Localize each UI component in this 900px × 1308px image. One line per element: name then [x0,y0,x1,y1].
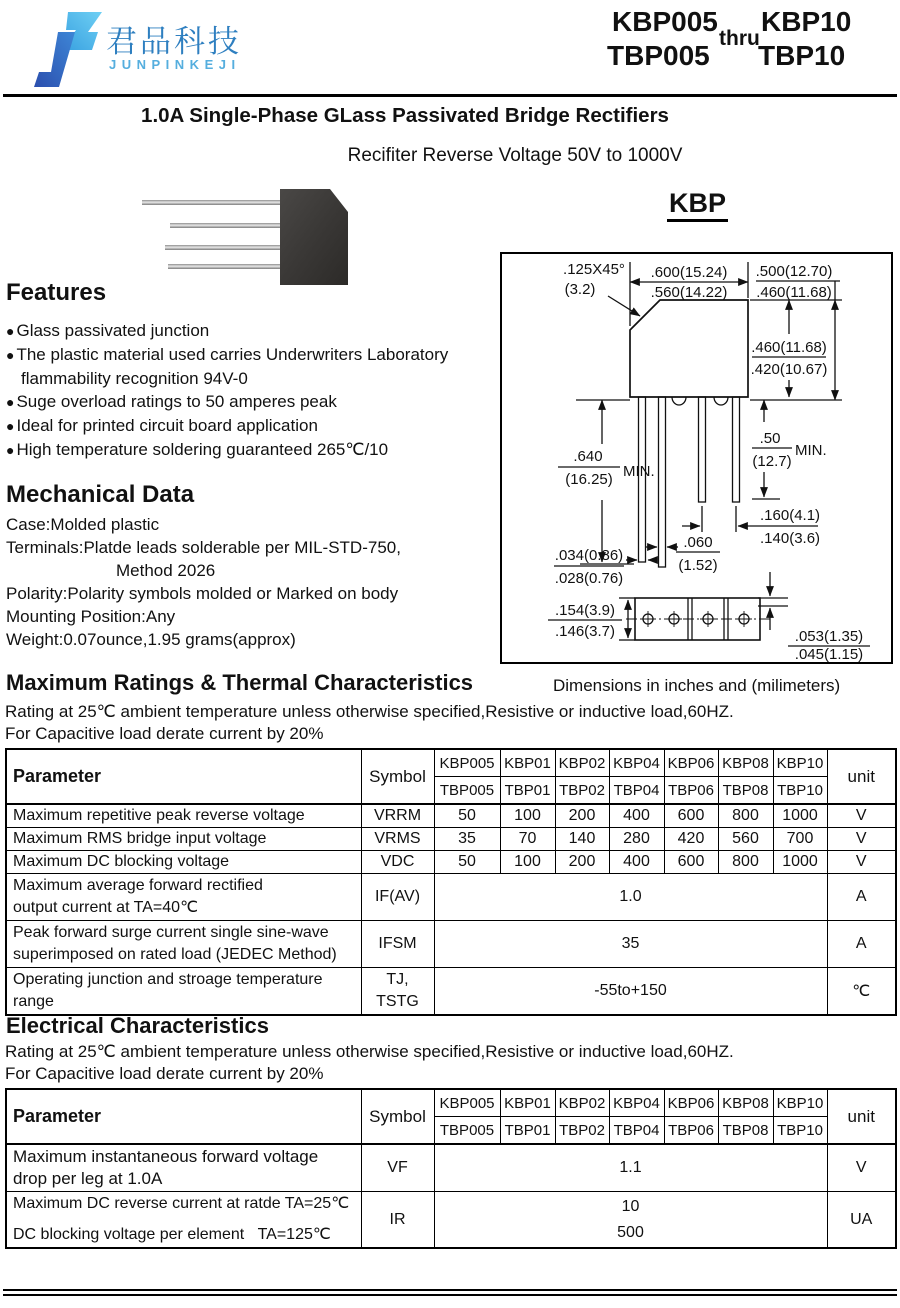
dim-label: .045(1.15) [794,646,864,662]
table-row [6,921,896,968]
dim-label: MIN. [623,463,655,480]
part-number-kbp10: KBP10 [761,6,852,37]
col-header-model: TBP04 [609,777,664,805]
value-cell: -55to+150 [434,968,827,1016]
max-ratings-heading: Maximum Ratings & Thermal Characteristics [6,670,474,695]
table-row [6,1144,896,1192]
col-header-model: KBP10 [773,749,827,777]
table-row [6,851,896,874]
value-cell: 70 [500,828,555,851]
col-header-model: KBP08 [718,1089,773,1117]
param-cell: Operating junction and stroage temperature range [6,968,361,1016]
col-header-model: TBP01 [500,1117,555,1145]
col-header-model: KBP02 [555,1089,609,1117]
unit-cell: V [827,804,896,828]
table-row [6,804,896,828]
dimensions-note: Dimensions in inches and (milimeters) [553,676,841,695]
col-header-model: TBP04 [609,1117,664,1145]
value-cell: 200 [555,851,609,874]
logo-company-name-en: JUNPINKEJI [109,57,241,72]
dim-label: MIN. [795,442,827,459]
feature-item: ● Glass passivated junction [6,319,498,343]
value-cell: 420 [664,828,718,851]
col-header-model: TBP10 [773,777,827,805]
table-row [6,968,896,1016]
value-cell: 50 [434,851,500,874]
logo-company-name: 君品科技 [106,24,242,59]
feature-item: ● Ideal for printed circuit board application [6,414,498,438]
value-cell: 600 [664,804,718,828]
col-header-model: KBP06 [664,749,718,777]
value-cell: 140 [555,828,609,851]
col-header-model: KBP10 [773,1089,827,1117]
value-cell: 400 [609,851,664,874]
value-cell: 400 [609,804,664,828]
header-rule [3,94,897,97]
page-subtitle: Recifiter Reverse Voltage 50V to 1000V [347,145,683,166]
max-ratings-table [5,748,897,1016]
symbol-cell: IR [361,1192,434,1249]
col-header-model: KBP04 [609,1089,664,1117]
part-number-tbp10: TBP10 [758,40,846,71]
dim-label: .060 [683,534,713,551]
col-header-model: TBP10 [773,1117,827,1145]
mechanical-line: Method 2026 [116,561,216,580]
dim-label: .140(3.6) [760,530,821,547]
param-cell: Maximum DC reverse current at ratde TA=25℃ DC blocking voltage per element TA=125℃ [6,1192,361,1249]
unit-cell: A [827,921,896,968]
value-cell: 100 [500,804,555,828]
dim-label: .028(0.76) [554,570,624,587]
part-number-thru: thru [719,27,760,50]
electrical-table [5,1088,897,1249]
mechanical-line: Polarity:Polarity symbols molded or Marked on body [6,584,399,603]
electrical-note2: For Capacitive load derate current by 20% [5,1064,324,1083]
param-cell: Maximum average forward rectified output current at TA=40℃ [6,874,361,921]
value-cell: 280 [609,828,664,851]
col-header-model: TBP005 [434,1117,500,1145]
feature-item: ● Suge overload ratings to 50 amperes peak [6,390,498,414]
col-header-parameter: Parameter [6,749,361,804]
dim-label: .600(15.24) [650,264,728,281]
dim-label: .053(1.35) [794,628,864,645]
dim-label: .500(12.70) [755,263,833,280]
col-header-symbol: Symbol [361,1089,434,1144]
param-cell: Peak forward surge current single sine-wave superimposed on rated load (JEDEC Method) [6,921,361,968]
dim-label: .034(0.86) [554,547,624,564]
electrical-heading: Electrical Characteristics [6,1013,269,1038]
electrical-note1: Rating at 25℃ ambient temperature unless otherwise specified,Resistive or inductive load,60HZ. [5,1042,734,1061]
logo-mark [28,8,104,88]
col-header-model: TBP01 [500,777,555,805]
table-row [6,828,896,851]
unit-cell: UA [827,1192,896,1249]
col-header-unit: unit [827,1089,896,1144]
col-header-model: TBP02 [555,1117,609,1145]
dim-label: .146(3.7) [554,623,616,640]
param-cell: Maximum repetitive peak reverse voltage [6,804,361,828]
col-header-parameter: Parameter [6,1089,361,1144]
value-cell: 800 [718,804,773,828]
col-header-model: KBP06 [664,1089,718,1117]
dim-label: .154(3.9) [554,602,616,619]
page-title: 1.0A Single-Phase GLass Passivated Bridge Rectifiers [141,104,669,127]
dim-label: (16.25) [565,471,613,488]
symbol-cell: VRRM [361,804,434,828]
value-cell: 600 [664,851,718,874]
dim-label: .160(4.1) [760,507,821,524]
col-header-model: KBP08 [718,749,773,777]
symbol-cell: IF(AV) [361,874,434,921]
dim-label: .460(11.68) [751,339,827,356]
mechanical-data-section [6,481,502,651]
mechanical-heading: Mechanical Data [6,481,195,508]
mechanical-line: Weight:0.07ounce,1.95 grams(approx) [6,630,296,649]
param-cell: Maximum DC blocking voltage [6,851,361,874]
value-cell: 1000 [773,804,827,828]
dimension-drawing-box [500,252,893,664]
value-cell: 1.1 [434,1144,827,1192]
dim-label: (12.7) [752,453,792,470]
package-name-label: KBP [500,188,895,219]
symbol-cell: VRMS [361,828,434,851]
unit-cell: A [827,874,896,921]
value-cell: 700 [773,828,827,851]
col-header-model: TBP08 [718,777,773,805]
unit-cell: V [827,851,896,874]
col-header-model: KBP005 [434,1089,500,1117]
value-cell: 35 [434,828,500,851]
dim-label: .460(11.68) [756,284,832,301]
unit-cell: V [827,828,896,851]
value-cell: 1000 [773,851,827,874]
symbol-cell: VDC [361,851,434,874]
dim-label: .560(14.22) [650,284,728,301]
col-header-model: TBP08 [718,1117,773,1145]
value-cell: 200 [555,804,609,828]
part-number-tbp005: TBP005 [607,40,710,71]
mechanical-line: Terminals:Platde leads solderable per MIL-STD-750, [6,538,401,557]
feature-item: ● The plastic material used carries Underwriters Laboratory flammability recognition 94V-0 [6,343,498,390]
value-cell: 100 [500,851,555,874]
dimension-drawing [502,254,891,662]
table-row [6,1192,896,1249]
col-header-model: KBP04 [609,749,664,777]
bullet-icon [6,416,16,435]
bullet-icon [6,440,16,459]
col-header-model: TBP06 [664,1117,718,1145]
features-heading: Features [6,279,107,306]
value-cell: 35 [434,921,827,968]
bullet-icon [6,321,16,340]
max-ratings-note1: Rating at 25℃ ambient temperature unless otherwise specified,Resistive or inductive load,60HZ. [5,702,734,721]
max-ratings-note2: For Capacitive load derate current by 20% [5,724,324,743]
col-header-model: TBP02 [555,777,609,805]
feature-item: ● High temperature soldering guaranteed 265℃/10 [6,438,498,462]
value-cell: 560 [718,828,773,851]
dim-label: .125X45° [563,261,625,278]
param-cell: Maximum RMS bridge input voltage [6,828,361,851]
symbol-cell: VF [361,1144,434,1192]
col-header-symbol: Symbol [361,749,434,804]
dim-label: (3.2) [564,281,596,298]
table-row [6,874,896,921]
col-header-model: TBP06 [664,777,718,805]
value-cell: 1.0 [434,874,827,921]
col-header-model: KBP01 [500,1089,555,1117]
unit-cell: V [827,1144,896,1192]
bullet-icon [6,345,16,364]
part-number-kbp005: KBP005 [612,6,718,37]
value-cell: 800 [718,851,773,874]
col-header-unit: unit [827,749,896,804]
col-header-model: KBP005 [434,749,500,777]
dim-label: .640 [573,448,603,465]
symbol-cell: TJ, TSTG [361,968,434,1016]
symbol-cell: IFSM [361,921,434,968]
mechanical-line: Case:Molded plastic [6,515,160,534]
value-cell: 50 [434,804,500,828]
col-header-model: KBP01 [500,749,555,777]
value-cell: 10 500 [434,1192,827,1249]
col-header-model: KBP02 [555,749,609,777]
features-section [6,279,498,462]
param-cell: Maximum instantaneous forward voltage drop per leg at 1.0A [6,1144,361,1192]
mechanical-line: Mounting Position:Any [6,607,176,626]
col-header-model: TBP005 [434,777,500,805]
bullet-icon [6,392,16,411]
dim-label: .420(10.67) [750,361,828,378]
dim-label: .50 [759,430,781,447]
dim-label: (1.52) [678,557,718,574]
unit-cell: ℃ [827,968,896,1016]
footer-rule [3,1289,897,1296]
